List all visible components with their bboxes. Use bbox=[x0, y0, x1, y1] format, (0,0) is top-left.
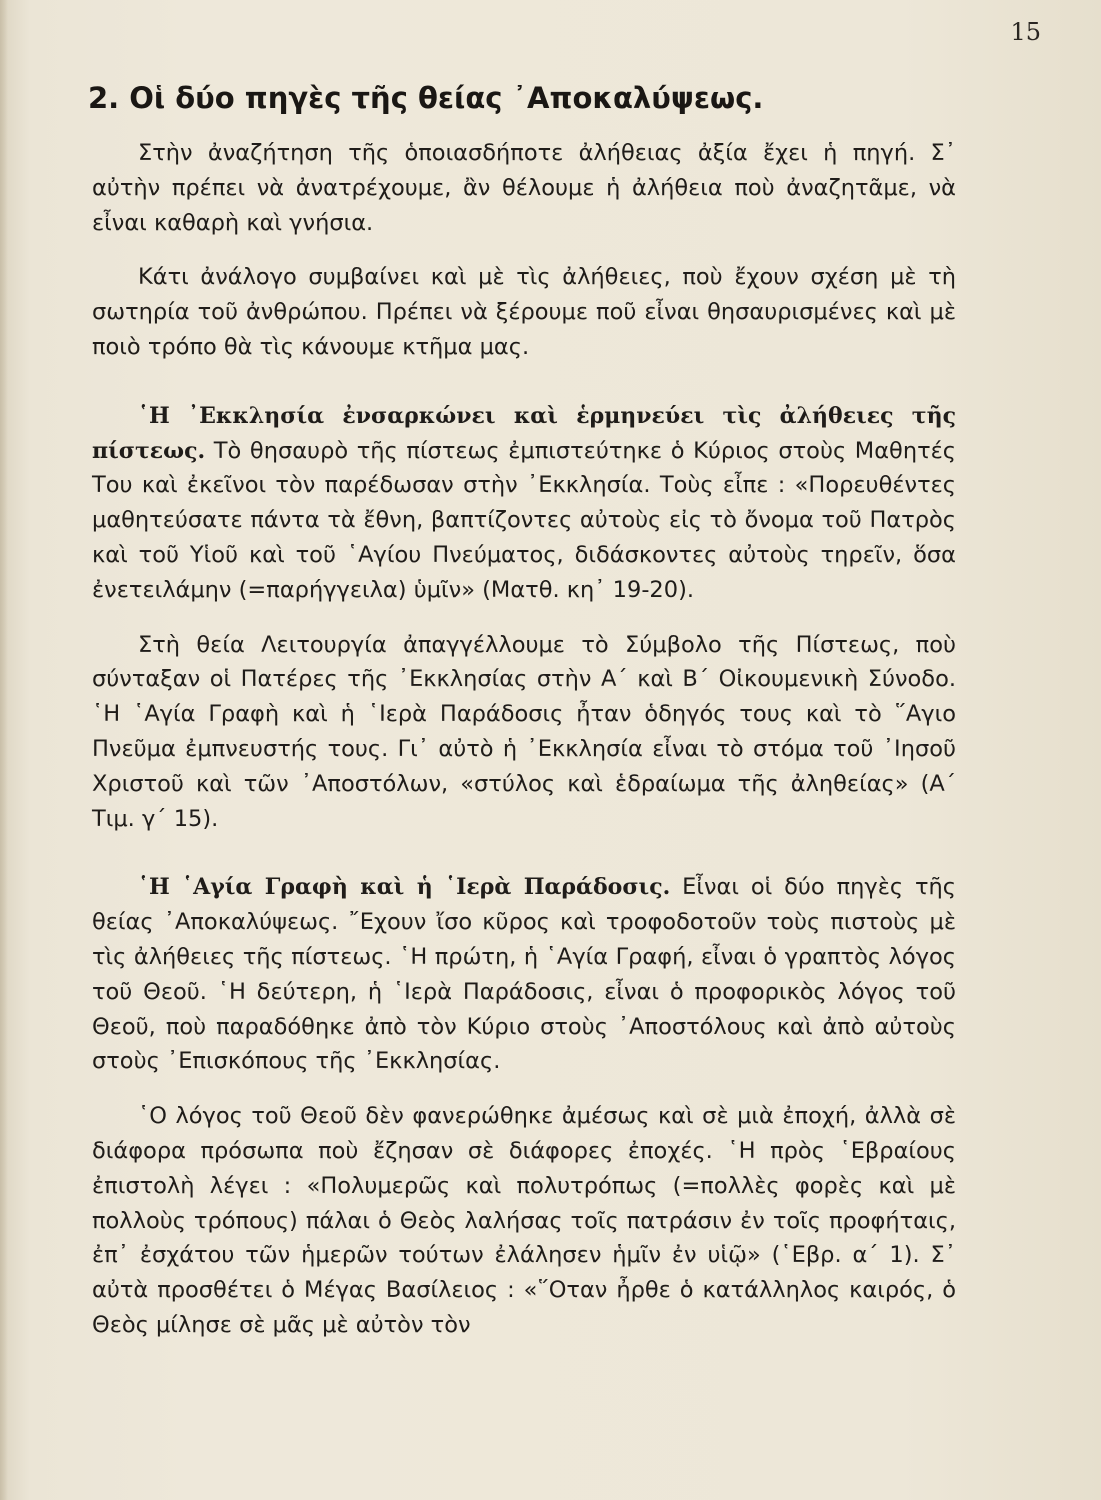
paragraph-text: Στὴ θεία Λειτουργία ἀπαγγέλλουμε τὸ Σύμβολο τῆς Πίστεως, ποὺ σύνταξαν οἱ Πατέρες τῆς ᾿Εκκλησίας στὴν Α΄ καὶ Β΄ Οἰκουμενικὴ Σύνοδο. ῾Η ῾Αγία Γραφὴ καὶ ἡ ῾Ιερὰ Παράδοσις ἦταν ὁδηγός τους καὶ τὸ ῞Αγιο Πνεῦμα ἐμπνευστής τους. Γι᾿ αὐτὸ ἡ ᾿Εκκλησία εἶναι τὸ στόμα τοῦ ᾿Ιησοῦ Χριστοῦ καὶ τῶν ᾿Αποστόλων, «στύλος καὶ ἑδραίωμα τῆς ἀληθείας» (Α΄ Τιμ. γ΄ 15). bbox=[92, 631, 956, 832]
section-number: 2. bbox=[88, 81, 120, 115]
paragraph-text: Τὸ θησαυρὸ τῆς πίστεως ἐμπιστεύτηκε ὁ Κύριος στοὺς Μαθητές Του καὶ ἐκεῖνοι τὸν παρέδωσαν στὴν ᾿Εκκλησία. Τοὺς εἶπε : «Πορευθέντες μαθητεύσατε πάντα τὰ ἔθνη, βαπτίζοντες αὐτοὺς εἰς τὸ ὄνομα τοῦ Πατρὸς καὶ τοῦ Υἱοῦ καὶ τοῦ ῾Αγίου Πνεύματος, διδάσκοντες αὐτοὺς τηρεῖν, ὅσα ἐνετειλάμην (=παρήγγειλα) ὑμῖν» (Ματθ. κη᾿ 19-20). bbox=[92, 437, 956, 603]
paragraph-lead: ῾Η ᾿Εκκλησία ἐνσαρκώνει καὶ ἑρμηνεύει τὶς ἀλήθειες τῆς πίστεως. bbox=[92, 402, 956, 464]
page-body bbox=[88, 78, 956, 1343]
paragraph-lead: ῾Η ῾Αγία Γραφὴ καὶ ἡ ῾Ιερὰ Παράδοσις. bbox=[138, 874, 671, 901]
section-title: Οἱ δύο πηγὲς τῆς θείας ᾿Αποκαλύψεως. bbox=[129, 81, 764, 115]
paragraph-with-lead bbox=[92, 870, 956, 1079]
paragraph-text: Εἶναι οἱ δύο πηγὲς τῆς θείας ᾿Αποκαλύψεως. ῎Εχουν ἴσο κῦρος καὶ τροφοδοτοῦν τοὺς πιστοὺς μὲ τὶς ἀλήθειες τῆς πίστεως. ῾Η πρώτη, ἡ ῾Αγία Γραφή, εἶναι ὁ γραπτὸς λόγος τοῦ Θεοῦ. ῾Η δεύτερη, ἡ ῾Ιερὰ Παράδοσις, εἶναι ὁ προφορικὸς λόγος τοῦ Θεοῦ, ποὺ παραδόθηκε ἀπὸ τὸν Κύριο στοὺς ᾿Αποστόλους καὶ ἀπὸ αὐτοὺς στοὺς ᾿Επισκόπους τῆς ᾿Εκκλησίας. bbox=[92, 874, 956, 1075]
page-edge-shadow bbox=[0, 0, 8, 1500]
paragraph bbox=[92, 1099, 956, 1343]
page-number: 15 bbox=[1010, 18, 1041, 46]
paragraph bbox=[92, 136, 956, 240]
paragraph bbox=[92, 260, 956, 364]
paragraph-text: ῾Ο λόγος τοῦ Θεοῦ δὲν φανερώθηκε ἀμέσως καὶ σὲ μιὰ ἐποχή, ἀλλὰ σὲ διάφορα πρόσωπα ποὺ ἔζησαν σὲ διάφορες ἐποχές. ῾Η πρὸς ῾Εβραίους ἐπιστολὴ λέγει : «Πολυμερῶς καὶ πολυτρόπως (=πολλὲς φορὲς καὶ μὲ πολλοὺς τρόπους) πάλαι ὁ Θεὸς λαλήσας τοῖς πατράσιν ἐν τοῖς προφήταις, ἐπ᾿ ἐσχάτου τῶν ἡμερῶν τούτων ἐλάλησεν ἡμῖν ἐν υἱῷ» (῾Εβρ. α΄ 1). Σ᾿ αὐτὰ προσθέτει ὁ Μέγας Βασίλειος : «῞Οταν ἦρθε ὁ κατάλληλος καιρός, ὁ Θεὸς μίλησε σὲ μᾶς μὲ αὐτὸν τὸν bbox=[92, 1103, 956, 1338]
paragraph bbox=[92, 628, 956, 837]
section-heading bbox=[88, 78, 956, 118]
paragraph-text: Κάτι ἀνάλογο συμβαίνει καὶ μὲ τὶς ἀλήθειες, ποὺ ἔχουν σχέση μὲ τὴ σωτηρία τοῦ ἀνθρώπου. Πρέπει νὰ ξέρουμε ποῦ εἶναι θησαυρισμένες καὶ μὲ ποιὸ τρόπο θὰ τὶς κάνουμε κτῆμα μας. bbox=[92, 264, 956, 360]
paragraph-text: Στὴν ἀναζήτηση τῆς ὁποιασδήποτε ἀλήθειας ἀξία ἔχει ἡ πηγή. Σ᾿ αὐτὴν πρέπει νὰ ἀνατρέχουμε, ἂν θέλουμε ἡ ἀλήθεια ποὺ ἀναζητᾶμε, νὰ εἶναι καθαρὴ καὶ γνήσια. bbox=[92, 140, 956, 236]
paragraph-with-lead bbox=[92, 399, 956, 608]
